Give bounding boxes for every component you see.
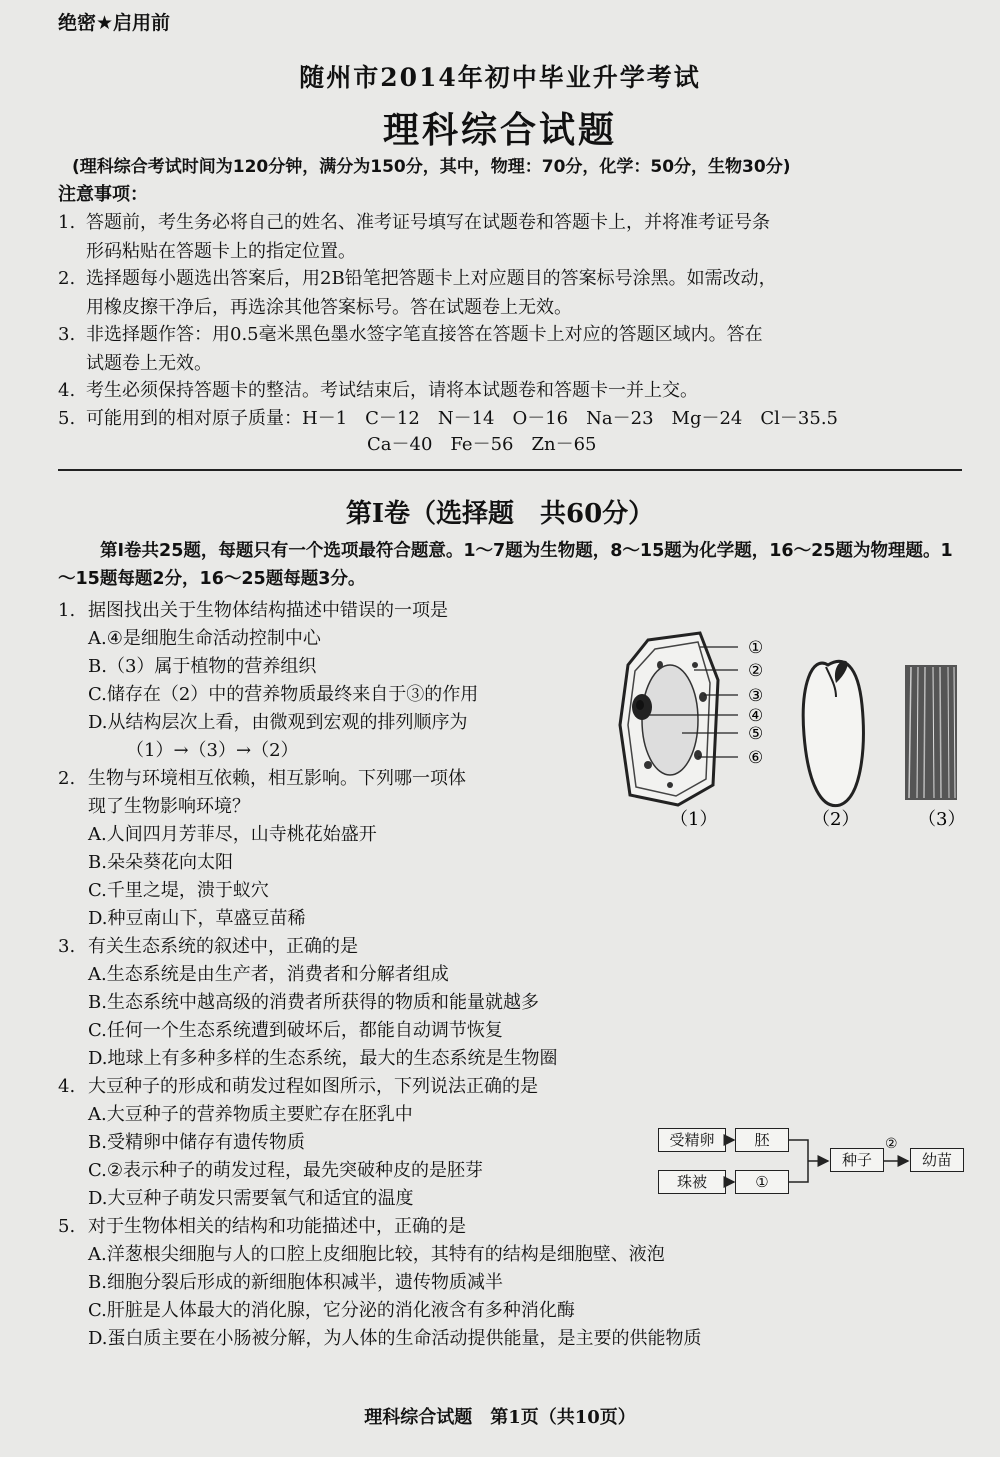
option: B.朵朵葵花向太阳: [88, 852, 233, 873]
flow-box-embryo: 胚: [735, 1128, 789, 1152]
cell-marker: ③: [748, 686, 764, 706]
option: C.②表示种子的萌发过程，最先突破种皮的是胚芽: [88, 1160, 483, 1181]
question-stem: 对于生物体相关的结构和功能描述中，正确的是: [88, 1216, 466, 1237]
option: D.蛋白质主要在小肠被分解，为人体的生命活动提供能量，是主要的供能物质: [88, 1328, 702, 1349]
option: A.大豆种子的营养物质主要贮存在胚乳中: [88, 1104, 413, 1125]
option: A.生态系统是由生产者，消费者和分解者组成: [88, 964, 449, 985]
cell-marker: ⑤: [748, 724, 764, 744]
exam-info: (理科综合考试时间为120分钟，满分为150分，其中，物理：70分，化学：50分，生物30分): [72, 157, 791, 177]
plant-cell-drawing: [620, 633, 738, 805]
exam-title: 随州市2014年初中毕业升学考试: [299, 63, 701, 92]
figure-label: （2）: [812, 809, 860, 830]
subject-title: 理科综合试题: [382, 109, 617, 151]
option: B.受精卵中储存有遗传物质: [88, 1132, 305, 1153]
question-stem: 据图找出关于生物体结构描述中错误的一项是: [88, 600, 448, 621]
note-item: 1. 答题前，考生务必将自己的姓名、准考证号填写在试题卷和答题卡上，并将准考证号条 形码粘贴在答题卡上的指定位置。: [58, 212, 770, 262]
option: C.储存在（2）中的营养物质最终来自于③的作用: [88, 684, 479, 705]
part-title: 第Ⅰ卷（选择题 共60分）: [345, 499, 655, 529]
cell-marker: ②: [748, 661, 764, 681]
cell-marker: ④: [748, 706, 764, 726]
note-item: 3. 非选择题作答：用0.5毫米黑色墨水签字笔直接答在答题卡上对应的答题区域内。答在 试题卷上无效。: [58, 324, 763, 374]
flow-box-seedling: 幼苗: [910, 1148, 964, 1172]
question-stem: 大豆种子的形成和萌发过程如图所示，下列说法正确的是: [88, 1076, 538, 1097]
option-continuation: （1）→（3）→（2）: [126, 740, 299, 761]
option: A.洋葱根尖细胞与人的口腔上皮细胞比较，其特有的结构是细胞壁、液泡: [88, 1244, 665, 1265]
question-number: 4.: [58, 1076, 76, 1097]
page-footer: 理科综合试题 第1页（共10页）: [364, 1407, 636, 1428]
note-item: 5. 可能用到的相对原子质量：H－1 C－12 N－14 O－16 Na－23 Mg－24 Cl－35.5: [58, 408, 838, 429]
option: D.大豆种子萌发只需要氧气和适宜的温度: [88, 1188, 414, 1209]
notes-heading: 注意事项：: [58, 184, 148, 205]
option: D.种豆南山下，草盛豆苗稀: [88, 908, 306, 929]
flow-box-fertilized-egg: 受精卵: [658, 1128, 726, 1152]
option: B.（3）属于植物的营养组织: [88, 656, 317, 677]
flow-box-seed: 种子: [830, 1148, 884, 1172]
question-number: 2.: [58, 768, 76, 789]
option: C.任何一个生态系统遭到破坏后，都能自动调节恢复: [88, 1020, 503, 1041]
plant-tissue-drawing: [905, 665, 957, 800]
flowchart-arrows: [650, 1120, 980, 1200]
cell-marker: ⑥: [748, 748, 764, 768]
question-stem: 有关生态系统的叙述中，正确的是: [88, 936, 358, 957]
part-intro: 第Ⅰ卷共25题，每题只有一个选项最符合题意。1～7题为生物题，8～15题为化学题，16～25题为物理题。1～15题每题2分，16～25题每题3分。: [58, 541, 953, 589]
confidential-label: 绝密★启用前: [58, 12, 171, 34]
figure-label: （3）: [918, 809, 966, 830]
question-stem: 生物与环境相互依赖，相互影响。下列哪一项体: [88, 768, 466, 789]
figure-q1: [600, 625, 980, 845]
question-number: 1.: [58, 600, 76, 621]
option: D.地球上有多种多样的生态系统，最大的生态系统是生物圈: [88, 1048, 558, 1069]
figure-label: （1）: [670, 809, 718, 830]
option: B.生态系统中越高级的消费者所获得的物质和能量就越多: [88, 992, 539, 1013]
cell-marker: ①: [748, 638, 764, 658]
question-stem: 现了生物影响环境？: [88, 796, 250, 817]
option: D.从结构层次上看，由微观到宏观的排列顺序为: [88, 712, 468, 733]
option: C.千里之堤，溃于蚁穴: [88, 880, 269, 901]
bean-seed-drawing: [803, 661, 863, 806]
option: A.④是细胞生命活动控制中心: [88, 628, 321, 649]
flow-box-integument: 珠被: [658, 1170, 726, 1194]
note-item-continuation: Ca－40 Fe－56 Zn－65: [367, 434, 597, 455]
option: A.人间四月芳菲尽，山寺桃花始盛开: [88, 824, 377, 845]
option: B.细胞分裂后形成的新细胞体积减半，遗传物质减半: [88, 1272, 503, 1293]
option: C.肝脏是人体最大的消化腺，它分泌的消化液含有多种消化酶: [88, 1300, 575, 1321]
question-number: 5.: [58, 1216, 76, 1237]
question-number: 3.: [58, 936, 76, 957]
flow-step-circle2: ②: [885, 1136, 898, 1152]
note-item: 2. 选择题每小题选出答案后，用2B铅笔把答题卡上对应题目的答案标号涂黑。如需改动， 用橡皮擦干净后，再选涂其他答案标号。答在试题卷上无效。: [58, 268, 777, 318]
note-item: 4. 考生必须保持答题卡的整洁。考试结束后，请将本试题卷和答题卡一并上交。: [58, 380, 698, 401]
section-divider: [58, 469, 962, 471]
flow-box-circle1: ①: [735, 1170, 789, 1194]
